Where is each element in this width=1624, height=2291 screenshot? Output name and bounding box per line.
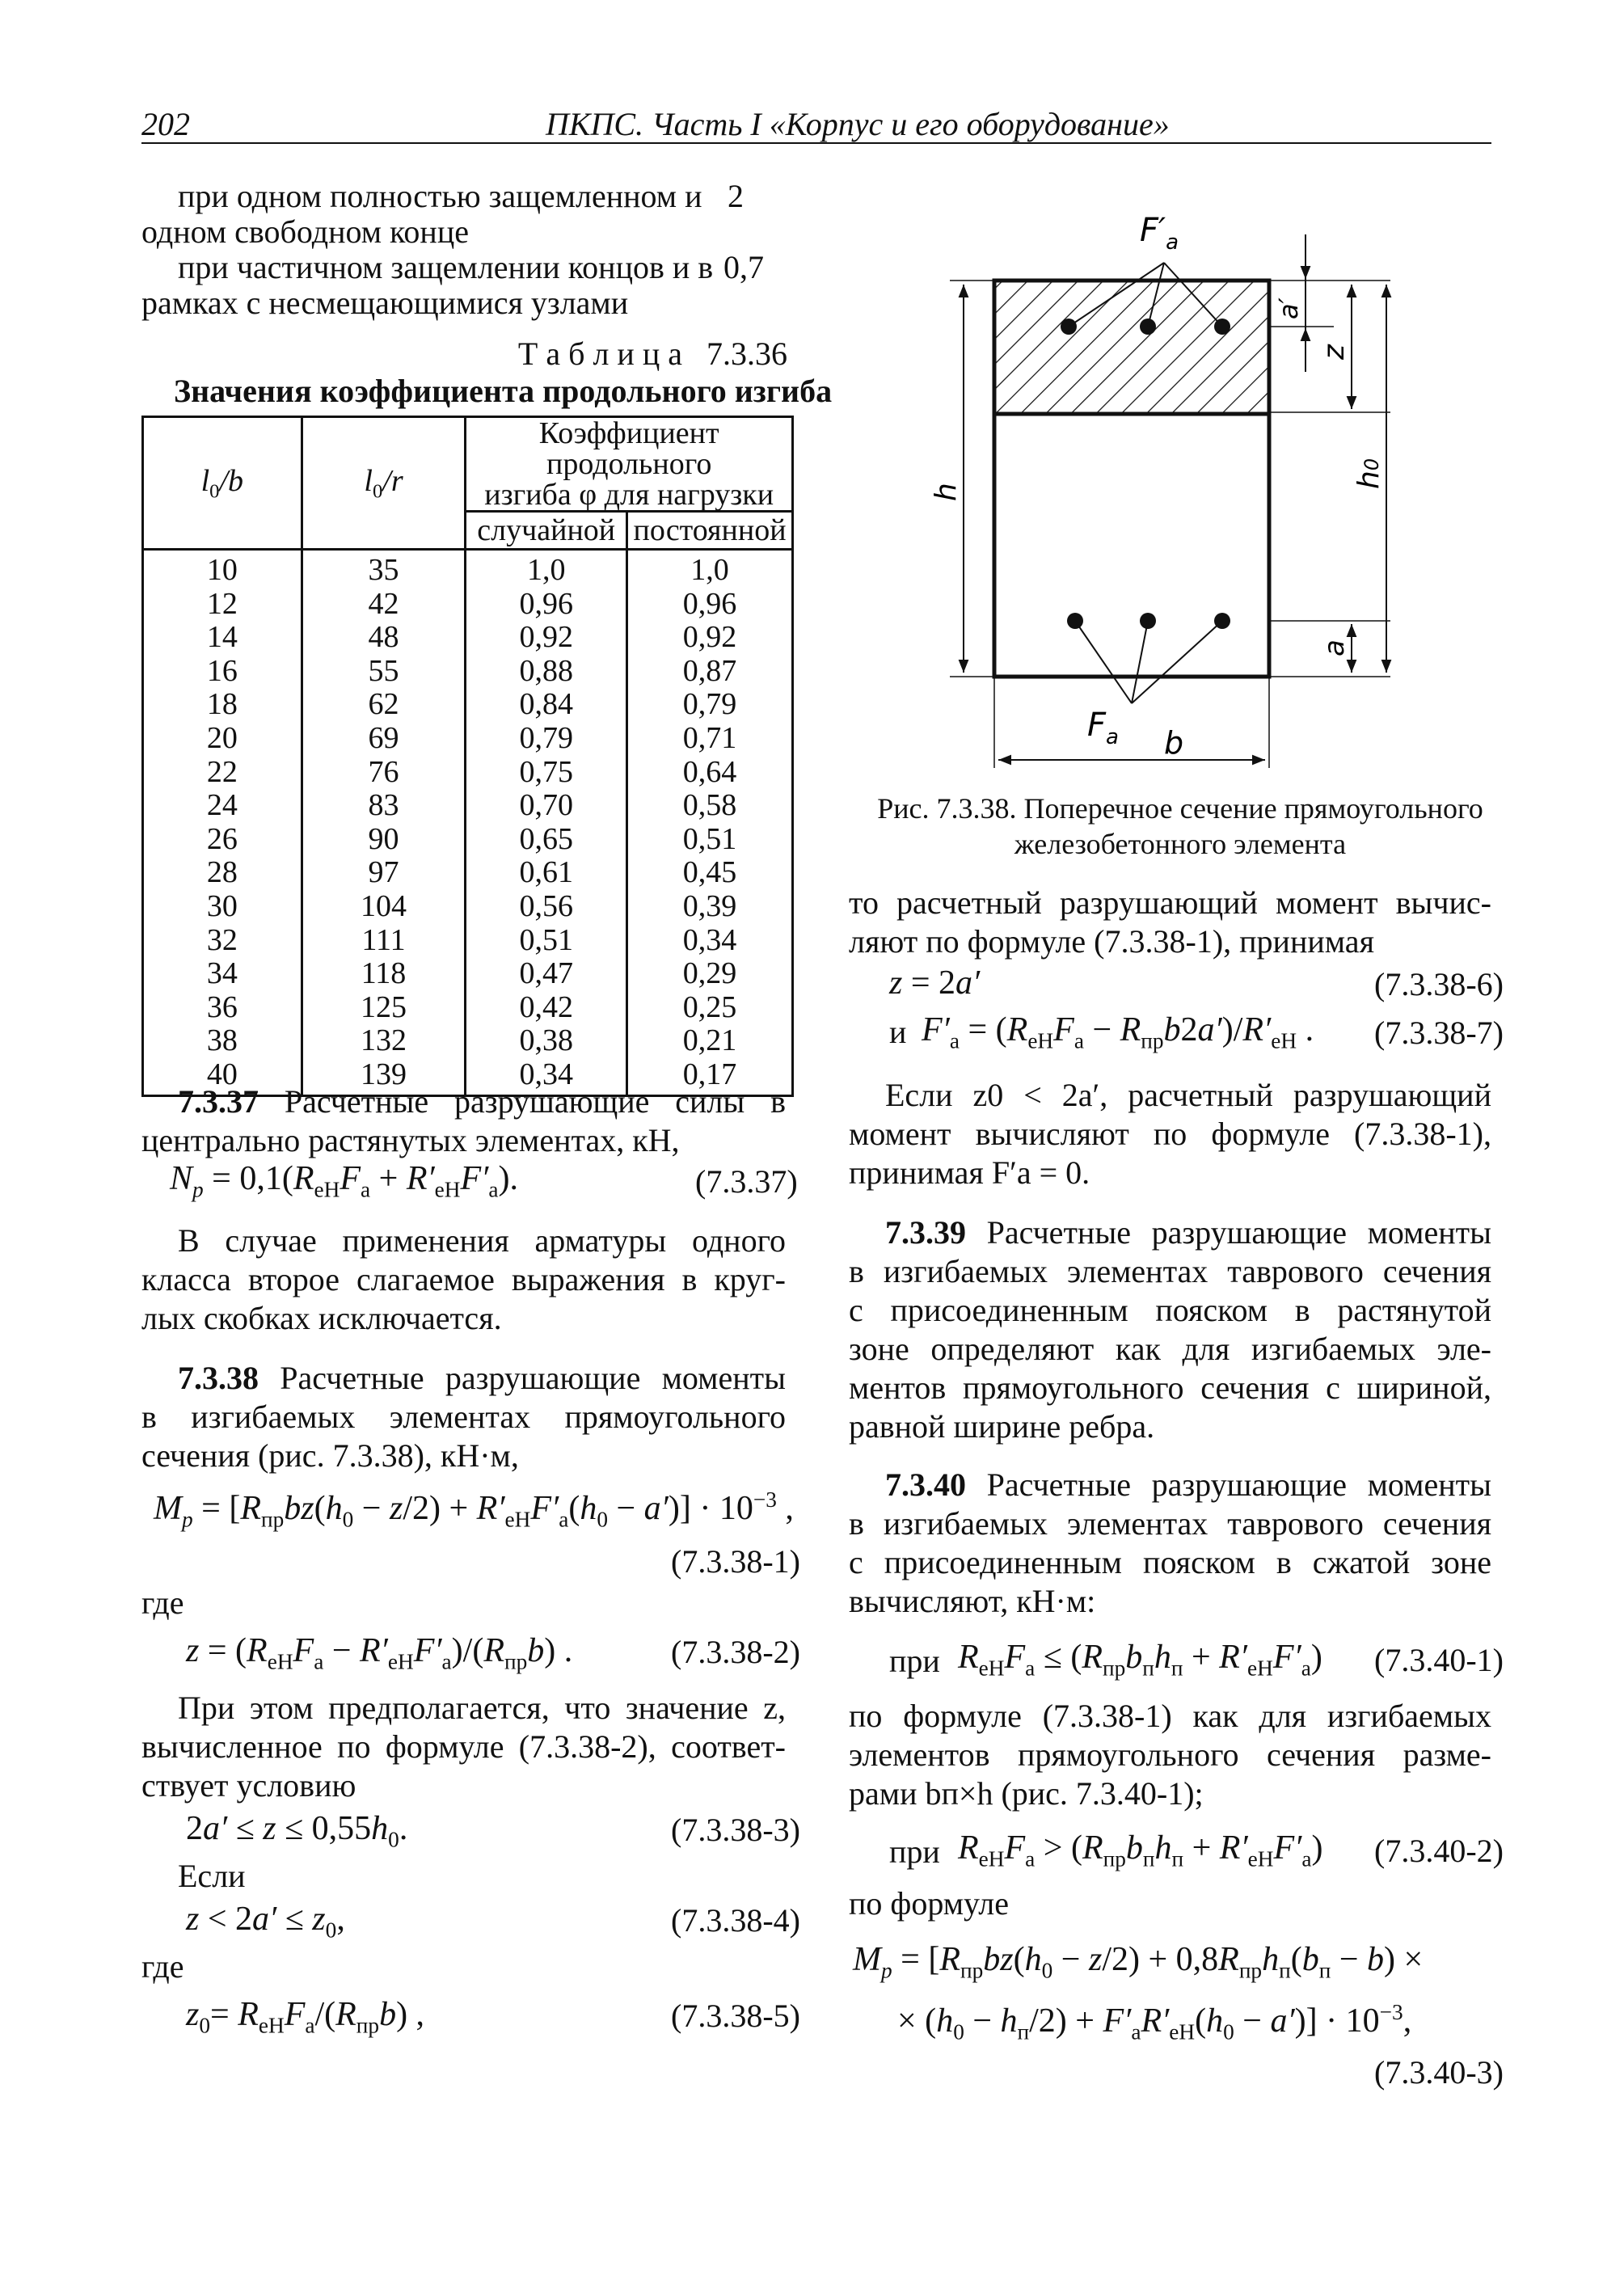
- table-cell-l0r: 118: [361, 956, 407, 991]
- section-7-3-39-line1: 7.3.39 Расчетные разрушающие моменты: [885, 1214, 1491, 1251]
- formula-7-3-38-7: $F'_a = (R_{eH}F_a - R_{пр}b2a')/R'_{eH}$ .: [922, 1011, 1314, 1053]
- table-cell-l0r: 48: [368, 620, 399, 655]
- header-group-line2: изгиба φ для нагрузки: [484, 478, 774, 512]
- and-word: и: [889, 1014, 907, 1050]
- p737-line1: В случае применения арматуры одного: [178, 1222, 786, 1259]
- table-cell-l0r: 55: [368, 653, 399, 688]
- if-line2: момент вычисляют по формуле (7.3.38-1),: [849, 1116, 1491, 1152]
- table-cell-random: 0,65: [519, 821, 573, 856]
- p737-line2: класса второе слагаемое выражения в круг-: [141, 1261, 786, 1297]
- table-cell-l0b: 18: [206, 687, 238, 722]
- formula-7-3-38-5: $z_0= R_{eH}F_a/(R_{пр}b)$ ,: [186, 1996, 425, 2038]
- section-7-3-38-line3: сечения (рис. 7.3.38), кН·м,: [141, 1437, 519, 1474]
- table-cell-constant: 0,25: [682, 989, 737, 1024]
- formula-7-3-40-1: $R_{eH}F_a \le (R_{пр}b_пh_п + R'_{eH}F'_a)$: [958, 1639, 1322, 1681]
- table-cell-random: 0,96: [519, 586, 573, 621]
- eq-number-7-3-37: (7.3.37): [695, 1163, 798, 1200]
- table-cell-l0r: 132: [361, 1023, 407, 1058]
- section-number: 7.3.40: [885, 1466, 966, 1503]
- table-cell-l0r: 104: [361, 888, 407, 923]
- coef-row-1-value: 2: [728, 178, 744, 214]
- table-cell-random: 0,61: [519, 855, 573, 890]
- compressed-zone-hatch: [994, 281, 1269, 414]
- right-p-line2: ляют по формуле (7.3.38-1), принимая: [849, 923, 1374, 960]
- section-7-3-38-line2: в изгибаемых элементах прямоугольного: [141, 1399, 786, 1435]
- coef-row-2-line2: рамках с несмещающимися узлами: [141, 285, 629, 321]
- section-7-3-39-line2: в изгибаемых элементах таврового сечения: [849, 1253, 1491, 1289]
- section-number: 7.3.37: [178, 1083, 259, 1120]
- eq-number-7-3-38-3: (7.3.38-3): [671, 1812, 800, 1848]
- eq-number-7-3-38-2: (7.3.38-2): [671, 1634, 800, 1670]
- table-cell-l0b: 38: [206, 1023, 238, 1058]
- figure-caption: [869, 791, 1491, 862]
- table-cell-random: 0,51: [519, 922, 573, 957]
- right-p-line1: то расчетный разрушающий момент вычис-: [849, 884, 1491, 921]
- p740a-line3: рами bп×h (рис. 7.3.40-1);: [849, 1775, 1204, 1812]
- header-l0-r: $l_0/r$: [302, 417, 466, 550]
- table-cell-l0r: 42: [368, 586, 399, 621]
- table-cell-l0b: 14: [206, 620, 238, 655]
- section-7-3-39-line6: равной ширине ребра.: [849, 1408, 1155, 1445]
- label-a-prime: a′: [1273, 297, 1304, 319]
- running-title: ПКПС. Часть I «Корпус и его оборудование»: [546, 106, 1170, 142]
- table-cell-random: 0,88: [519, 653, 573, 688]
- table-cell-constant: 0,87: [682, 653, 737, 688]
- table-cell-l0b: 30: [206, 888, 238, 923]
- table-cell-random: 0,42: [519, 989, 573, 1024]
- table-cell-constant: 0,17: [682, 1057, 737, 1091]
- formula-7-3-40-2: $R_{eH}F_a > (R_{пр}b_пh_п + R'_{eH}F'_a)$: [958, 1829, 1323, 1871]
- eq-number-7-3-38-5: (7.3.38-5): [671, 1998, 800, 2034]
- formula-7-3-40-3-line2: × $(h_0 - h_п/2) + F'_aR'_{eH}(h_0 - a')] \cdot 10^{-3}$,: [897, 2000, 1412, 2044]
- p738b-line2: вычисленное по формуле (7.3.38-2), соответ-: [141, 1728, 786, 1765]
- eq-number-7-3-40-2: (7.3.40-2): [1374, 1833, 1504, 1869]
- if-line3: принимая F′a = 0.: [849, 1154, 1090, 1191]
- table-cell-l0b: 26: [206, 821, 238, 856]
- table-cell-l0r: 76: [368, 754, 399, 789]
- section-7-3-39-line5: ментов прямоугольного сечения с шириной,: [849, 1369, 1491, 1406]
- p737-line3: лых скобках исключается.: [141, 1300, 502, 1336]
- table-cell-l0r: 125: [361, 989, 407, 1024]
- table-cell-constant: 1,0: [690, 553, 729, 587]
- col-l0r-values: [302, 550, 466, 1096]
- table-cell-l0r: 97: [368, 855, 399, 890]
- table-cell-random: 0,84: [519, 687, 573, 722]
- eq-number-7-3-40-3: (7.3.40-3): [1374, 2054, 1504, 2091]
- section-7-3-37-line1: 7.3.37 Расчетные разрушающие силы в: [178, 1083, 786, 1120]
- label-a: a: [1318, 639, 1351, 656]
- table-cell-l0r: 62: [368, 687, 399, 722]
- table-cell-l0b: 20: [206, 720, 238, 755]
- col-constant-values: [627, 550, 793, 1096]
- table-cell-random: 0,38: [519, 1023, 573, 1058]
- table-cell-l0b: 12: [206, 586, 238, 621]
- by-formula: по формуле: [849, 1885, 1009, 1922]
- header-coefficient-group: [466, 417, 793, 512]
- p740a-line1: по формуле (7.3.38-1) как для изгибаемых: [849, 1698, 1491, 1734]
- table-cell-l0b: 40: [206, 1057, 238, 1091]
- formula-7-3-38-2: $z = (R_{eH}F_a - R'_{eH}F'_a)/(R_{пр}b)$ .: [186, 1632, 573, 1674]
- coef-row-1-line1: при одном полностью защемленном и: [178, 178, 702, 214]
- header-random: случайной: [466, 512, 627, 550]
- coef-row-2-value: 0,7: [723, 249, 764, 285]
- coef-row-2-line1: при частичном защемлении концов и в: [178, 249, 714, 285]
- eq-number-7-3-38-6: (7.3.38-6): [1374, 966, 1504, 1002]
- section-7-3-37-line2: центрально растянутых элементах, кН,: [141, 1122, 680, 1158]
- table-cell-constant: 0,71: [682, 720, 737, 755]
- formula-7-3-38-3: $2a' \le z \le 0,55h_0$.: [186, 1810, 408, 1852]
- eq-number-7-3-38-1: (7.3.38-1): [671, 1543, 800, 1580]
- label-h: h: [930, 483, 963, 501]
- table-cell-l0b: 10: [206, 553, 238, 587]
- where-2: где: [141, 1948, 184, 1985]
- table-cell-constant: 0,79: [682, 687, 737, 722]
- table-cell-constant: 0,39: [682, 888, 737, 923]
- section-7-3-39-line4: зоне определяют как для изгибаемых эле-: [849, 1331, 1491, 1367]
- table-cell-random: 0,70: [519, 788, 573, 823]
- label-h0: h0: [1352, 458, 1386, 489]
- table-cell-l0r: 90: [368, 821, 399, 856]
- label-z: z: [1318, 344, 1351, 360]
- table-cell-random: 0,47: [519, 956, 573, 991]
- p738b-line1: При этом предполагается, что значение z,: [178, 1690, 786, 1726]
- figure-7-3-38: [922, 202, 1423, 784]
- coefficient-table: [141, 416, 794, 1097]
- formula-7-3-40-3-line1: $M_p = [R_{пр}bz(h_0 - z/2) + 0,8R_{пр}h_п(b_п - b)$ ×: [853, 1941, 1424, 1983]
- if-1: Если: [178, 1858, 246, 1894]
- p740a-line2: элементов прямоугольного сечения разме-: [849, 1736, 1491, 1773]
- table-cell-constant: 0,21: [682, 1023, 737, 1058]
- eq-number-7-3-40-1: (7.3.40-1): [1374, 1642, 1504, 1678]
- table-cell-random: 0,79: [519, 720, 573, 755]
- table-cell-constant: 0,92: [682, 620, 737, 655]
- formula-7-3-38-1: $M_p = [R_{пр}bz(h_0 - z/2) + R'_{eH}F'_a(h_0 - a')] \cdot 10^{-3}$ ,: [154, 1487, 794, 1532]
- when-1: при: [889, 1643, 940, 1679]
- table-label: Т а б л и ц а 7.3.36: [517, 335, 787, 372]
- table-cell-l0b: 24: [206, 788, 238, 823]
- table-cell-constant: 0,34: [682, 922, 737, 957]
- section-number: 7.3.39: [885, 1214, 966, 1251]
- page-number: 202: [141, 106, 190, 142]
- table-cell-l0r: 139: [361, 1057, 407, 1091]
- section-7-3-40-line3: с присоединенным пояском в сжатой зоне: [849, 1544, 1491, 1580]
- table-cell-l0b: 16: [206, 653, 238, 688]
- table-cell-constant: 0,51: [682, 821, 737, 856]
- p738b-line3: ствует условию: [141, 1767, 356, 1804]
- table-cell-constant: 0,45: [682, 855, 737, 890]
- col-l0b-values: [143, 550, 302, 1096]
- formula-7-3-38-6: z = 2a′: [889, 964, 981, 1002]
- section-7-3-40-line1: 7.3.40 Расчетные разрушающие моменты: [885, 1466, 1491, 1503]
- table-cell-l0r: 83: [368, 788, 399, 823]
- label-fa-prime: $F'_a$: [1140, 212, 1179, 255]
- section-7-3-39-line3: с присоединенным пояском в растянутой: [849, 1292, 1491, 1328]
- formula-7-3-38-4: $z < 2a' \le z_0$,: [186, 1901, 345, 1943]
- caption-line2: железобетонного элемента: [1014, 828, 1347, 860]
- table-cell-random: 1,0: [526, 553, 566, 587]
- table-cell-l0b: 36: [206, 989, 238, 1024]
- section-7-3-40-line2: в изгибаемых элементах таврового сечения: [849, 1505, 1491, 1542]
- col-random-values: [466, 550, 627, 1096]
- table-cell-random: 0,56: [519, 888, 573, 923]
- table-cell-random: 0,34: [519, 1057, 573, 1091]
- label-b: b: [1164, 725, 1184, 761]
- table-cell-random: 0,75: [519, 754, 573, 789]
- table-cell-l0b: 28: [206, 855, 238, 890]
- caption-line1: Рис. 7.3.38. Поперечное сечение прямоугольного: [877, 792, 1483, 825]
- header-constant: постоянной: [627, 512, 793, 550]
- table-cell-l0r: 69: [368, 720, 399, 755]
- eq-number-7-3-38-4: (7.3.38-4): [671, 1902, 800, 1939]
- table-cell-constant: 0,64: [682, 754, 737, 789]
- table-cell-constant: 0,96: [682, 586, 737, 621]
- header-rule: [141, 142, 1491, 144]
- eq-number-7-3-38-7: (7.3.38-7): [1374, 1015, 1504, 1051]
- table-cell-l0b: 22: [206, 754, 238, 789]
- label-fa: $F_a$: [1087, 707, 1119, 749]
- table-cell-l0b: 34: [206, 956, 238, 991]
- when-2: при: [889, 1833, 940, 1870]
- header-l0-b: $l_0/b$: [143, 417, 302, 550]
- table-cell-constant: 0,29: [682, 956, 737, 991]
- table-cell-random: 0,92: [519, 620, 573, 655]
- table-cell-l0r: 111: [361, 922, 406, 957]
- if-line1: Если z0 < 2a′, расчетный разрушающий: [885, 1077, 1491, 1113]
- header-group-line1: Коэффициент продольного: [538, 416, 719, 481]
- formula-7-3-37: $N_p = 0,1(R_{eH}F_a + R'_{eH}F'_a)$.: [170, 1160, 518, 1202]
- table-title: Значения коэффициента продольного изгиба: [174, 373, 833, 409]
- section-number: 7.3.38: [178, 1360, 259, 1396]
- table-cell-l0r: 35: [368, 553, 399, 587]
- where-1: где: [141, 1584, 184, 1621]
- table-cell-constant: 0,58: [682, 788, 737, 823]
- section-7-3-40-line4: вычисляют, кН·м:: [849, 1583, 1096, 1619]
- table-cell-l0b: 32: [206, 922, 238, 957]
- section-7-3-38-line1: 7.3.38 Расчетные разрушающие моменты: [178, 1360, 786, 1396]
- coef-row-1-line2: одном свободном конце: [141, 213, 469, 250]
